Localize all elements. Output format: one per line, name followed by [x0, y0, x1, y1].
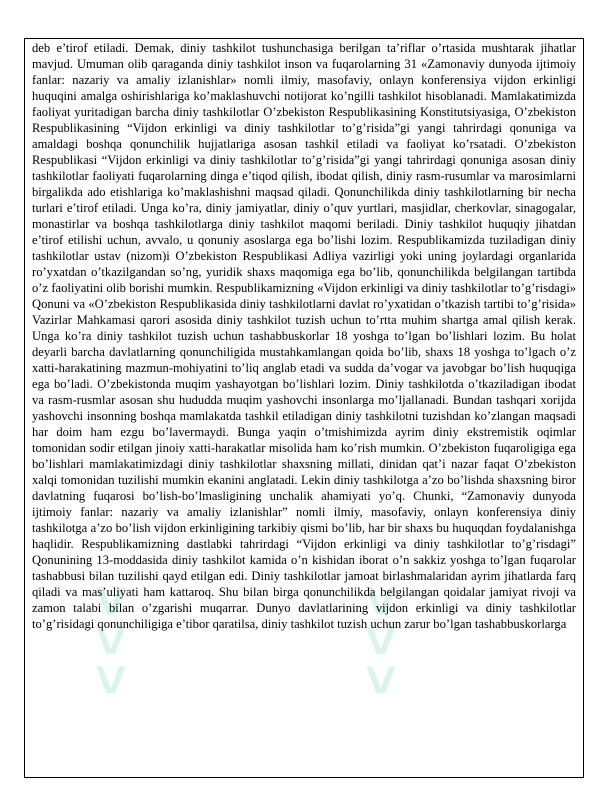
- watermark-right: >>>: [351, 585, 411, 704]
- watermark-left: >>>: [81, 585, 141, 704]
- body-paragraph: deb e’tirof etiladi. Demak, diniy tashkilot tushunchasiga berilgan ta’riflar o’rtasida mushtarak jihatlar mavjud. Umuman olib qaraganda diniy tashkilot inson va fuqarolarning 31 «Zamonaviy dunyoda ijtimoiy fanlar: nazariy va amaliy izlanishlar» nomli ilmiy, masofaviy, onlayn konferensiya vijdon erkinligi huquqini amalga oshirishlariga ko’maklashuvchi notijorat ko’ngilli tashkilot hisoblanadi. Mamlakatimizda faoliyat yuritadigan barcha diniy tashkilotlar O’zbekiston Respublikasining Konstitutsiyasiga, O’zbekiston Respublikasining “Vijdon erkinligi va diniy tashkilotlar to’g’risida”gi yangi tahrirdagi qonuniga va amaldagi boshqa qonunchilik hujjatlariga asosan tashkil etiladi va faoliyat ko’rsatadi. O’zbekiston Respublikasi “Vijdon erkinligi va diniy tashkilotlar to’g’risida”gi yangi tahrirdagi qonuniga asosan diniy tashkilotlar faoliyati fuqarolarning dinga e’tiqod qilish, ibodat qilish, diniy rasm-rusumlar va marosimlarni birgalikda ado etishlariga ko’maklashishni maqsad qiladi. Qonunchilikda diniy tashkilotlarning bir necha turlari e’tirof etiladi. Unga ko’ra, diniy jamiyatlar, diniy o’quv yurtlari, masjidlar, cherkovlar, sinagogalar, monastirlar va boshqa tashkilotlarga diniy tashkilot maqomi beriladi. Diniy tashkilot huquqiy jihatdan e’tirof etilishi uchun, avvalo, u qonuniy asoslarga ega bo’lishi lozim. Respublikamizda tuziladigan diniy tashkilotlar ustav (nizom)i O’zbekiston Respublikasi Adliya vazirligi yoki uning joylardagi organlarida ro’yxatdan o’tkazilgandan so’ng, yuridik shaxs maqomiga ega bo’lib, qonunchilikda belgilangan tartibda o’z faoliyatini olib borishi mumkin. Respublikamizning «Vijdon erkinligi va diniy tashkilotlar to’g’risdagi» Qonuni va «O’zbekiston Respublikasida diniy tashkilotlarni davlat ro’yxatidan o’tkazish tartibi to’g’risida» Vazirlar Mahkamasi qarori asosida diniy tashkilot tuzish uchun to’rtta muhim shartga amal qilish kerak. Unga ko’ra diniy tashkilot tuzish uchun tashabbuskorlar 18 yoshga to’lgan bo’lishlari lozim. Bu holat deyarli barcha davlatlarning qonunchiligida mustahkamlangan qoida bo’lib, shaxs 18 yoshga to’lgach o’z xatti-harakatining mazmun-mohiyatini to’liq anglab etadi va sudda da’vogar va javobgar bo’lish huquqiga ega bo’ladi. O’zbekistonda muqim yashayotgan bo’lishlari lozim. Diniy tashkilotda o’tkaziladigan ibodat va rasm-rusmlar asosan shu hududda muqim yashovchi insonlarga mo’ljallanadi. Bundan tashqari xorijda yashovchi insonning boshqa mamlakatda tashkil etiladigan diniy tashkilotni tuzishdan ko’zlangan maqsadi har doim ham ezgu bo’lavermaydi. Bunga yaqin o’tmishimizda ayrim diniy ekstremistik oqimlar tomonidan sodir etilgan jinoiy xatti-harakatlar misolida ham ko’rish mumkin. O’zbekiston fuqaroligiga ega bo’lishlari mamlakatimizdagi diniy tashkilotlar shaxsning millati, dinidan qat’i nazar faqat O’zbekiston xalqi tomonidan tuzilishi mumkin ekanini anglatadi. Lekin diniy tashkilotga a’zo bo’lishda shaxsning biror davlatning fuqarosi bo’lish-bo’lmasligining unchalik ahamiyati yo’q. Chunki, “Zamonaviy dunyoda ijtimoiy fanlar: nazariy va amaliy izlanishlar” nomli ilmiy, masofaviy, onlayn konferensiya diniy tashkilotga a’zo bo’lish vijdon erkinligining tarkibiy qismi bo’lib, har bir shaxs bu huquqdan foydalanishga haqlidir. Respublikamizning dastlabki tahrirdagi “Vijdon erkinligi va diniy tashkilotlar to’g’risdagi” Qonunining 13-moddasida diniy tashkilot kamida o’n kishidan iborat o’n sakkiz yoshga to’lgan fuqarolar tashabbusi bilan tuzilishi qayd etilgan edi. Diniy tashkilotlar jamoat birlashmalaridan ayrim jihatlarda farq qiladi va mas’uliyati ham kattaroq. Shu bilan birga qonunchilikda belgilangan qoidalar jamiyat rivoji va zamon talabi bilan o’zgarishi muqarrar. Dunyo davlatlarining vijdon erkinligi va diniy tashkilotlar to’g’risidagi qonunchiligiga e’tibor qaratilsa, diniy tashkilot tuzish uchun zarur bo’lgan tashabbuskorlarga: [32, 41, 576, 631]
